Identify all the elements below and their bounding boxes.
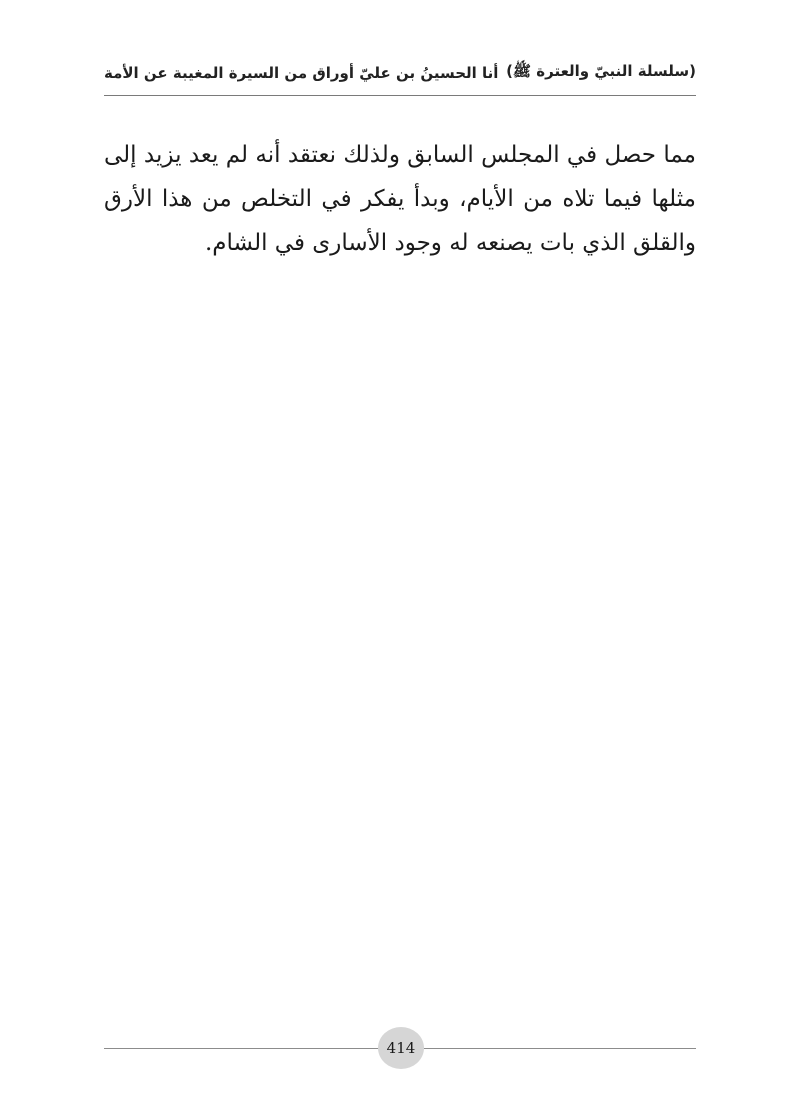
header-divider: [104, 95, 696, 96]
body-line-3: والقلق الذي بات يصنعه له وجود الأسارى في الشام.: [205, 230, 696, 256]
series-title: (سلسلة النبيّ والعترة ﷺ): [506, 62, 696, 80]
page-number: 414: [386, 1039, 416, 1057]
footer-divider-left: [104, 1048, 380, 1049]
page-number-badge: [378, 1027, 424, 1069]
body-paragraph: [104, 133, 696, 265]
running-header: [104, 56, 696, 90]
body-line-1: مما حصل في المجلس السابق ولذلك نعتقد أنه لم يعد يزيد إلى: [104, 142, 696, 168]
body-line-2: مثلها فيما تلاه من الأيام، وبدأ يفكر في التخلص من هذا الأرق: [104, 186, 696, 212]
book-title: أنا الحسينُ بن عليّ أوراق من السيرة المغيبة عن الأمة: [104, 64, 499, 82]
footer-divider-right: [422, 1048, 696, 1049]
